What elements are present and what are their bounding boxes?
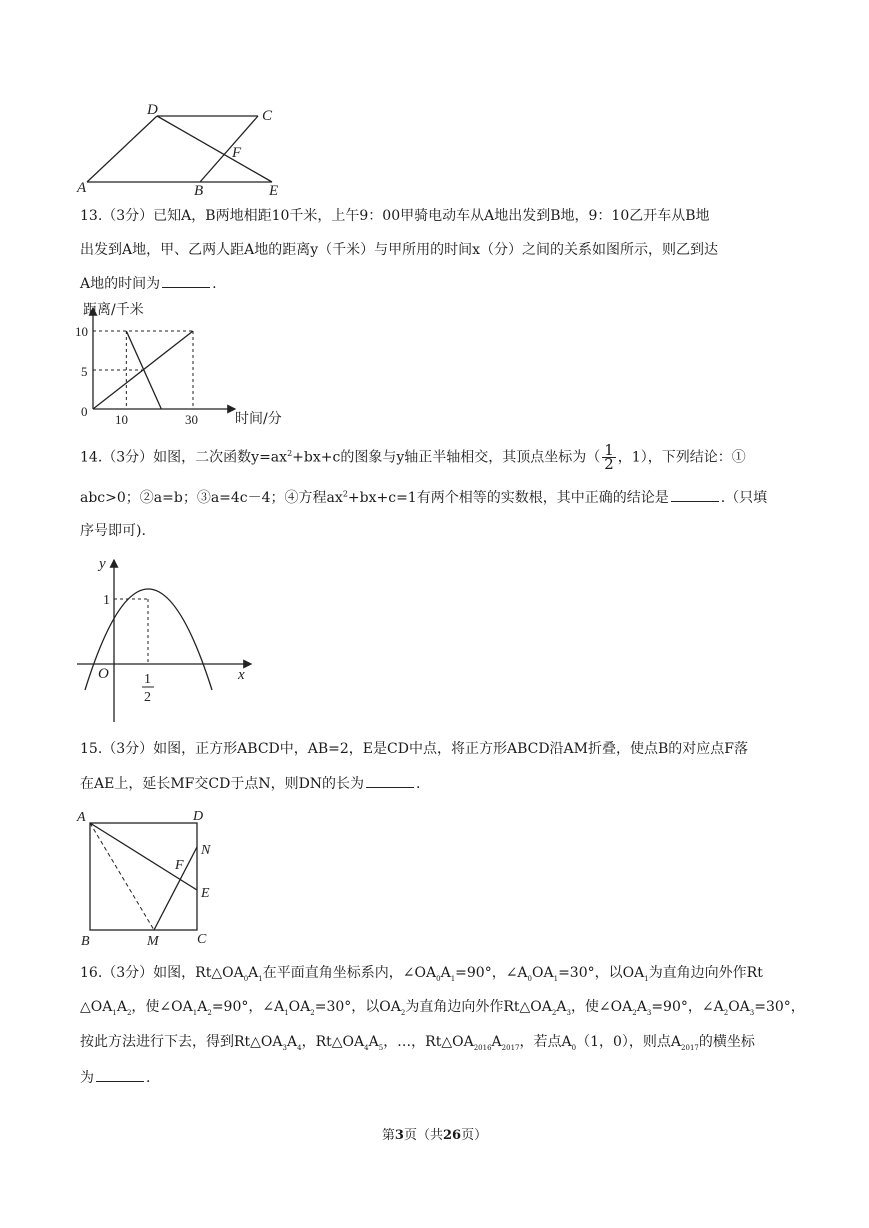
q14-l2c: .（只填 [720, 490, 768, 506]
fig12-label-a: A [77, 180, 87, 196]
chart13-xtick-10: 10 [115, 412, 128, 427]
fig14-parabola [75, 550, 265, 725]
fig14-half-den: 2 [144, 690, 151, 705]
q14-l1b: +bx+c的图象与y轴正半轴相交，其顶点坐标为（ [292, 449, 601, 466]
q16-line-4 [80, 1067, 150, 1088]
q14-answer-blank[interactable] [671, 487, 719, 502]
fig15-label-c: C [197, 932, 207, 947]
q15-line-1: 15.（3分）如图，正方形ABCD中，AB=2，E是CD中点，将正方形ABCD沿AM折叠，使点B的对应点F落 [80, 741, 748, 757]
fig12-label-c: C [262, 108, 273, 124]
page-number: 3 [394, 1128, 404, 1143]
chart13 [75, 298, 295, 428]
fig12-label-d: D [147, 102, 158, 118]
q16-line-1: 16.（3分）如图，$Rt\triangle OA_0A_1$在平面直角坐标系内，$\angle OA_0A_1=90^\circ$，$\angle A_0OA_1=30^\circ$，以$OA_1$为直角边向外作Rt [80, 965, 763, 983]
q13-line-2: 出发到A地，甲、乙两人距A地的距离y（千米）与甲所用的时间x（分）之间的关系如图所示，则乙到达 [80, 242, 719, 258]
chart13-xlabel: 时间/分 [235, 411, 282, 427]
page-total: 26 [442, 1128, 462, 1143]
fig15-label-e: E [201, 886, 210, 901]
q14-line-3: 序号即可). [80, 523, 146, 539]
fig15-label-f: F [175, 858, 184, 873]
q16-line-2: $\triangle OA_1A_2$，使$\angle OA_1A_2=90^\circ$，$\angle A_1OA_2=30^\circ$，以$OA_2$为直角边向外作$Rt\triangle OA_2A_3$，使$\angle OA_2A_3=90^\circ$，$\angle A_2OA_3=30^\circ$， [80, 999, 805, 1017]
chart13-ylabel: 距离/千米 [83, 302, 144, 318]
q13-line-1: 13.（3分）已知A，B两地相距10千米，上午9：00甲骑电动车从A地出发到B地，9：10乙开车从B地 [80, 208, 710, 224]
fig12-label-f: F [232, 145, 242, 161]
fig14-y-label: y [99, 556, 106, 572]
q14-fraction [602, 441, 616, 473]
fig12-geometry-diagram [75, 98, 295, 198]
q14-line-2 [80, 487, 767, 508]
fig14-one-label: 1 [103, 593, 110, 608]
q14-sup-2: 2 [342, 489, 348, 499]
q15-answer-blank[interactable] [366, 773, 414, 788]
fig14-half-num: 1 [144, 672, 151, 687]
fig14-x-label: x [238, 667, 245, 683]
fig12-label-b: B [194, 183, 204, 198]
fig12-label-e: E [269, 183, 279, 198]
fig14-origin-label: O [98, 666, 109, 682]
fig15-label-d: D [193, 809, 204, 824]
q14-sup-1: 2 [287, 448, 293, 458]
q14-l1a: 14.（3分）如图，二次函数y=ax [80, 449, 288, 466]
q13-line-3-text: A地的时间为 [80, 276, 161, 292]
q15-end: . [416, 776, 421, 792]
fig15-square [75, 803, 225, 948]
fig15-label-n: N [201, 843, 211, 858]
q16-l4: 为 [80, 1070, 94, 1086]
q15-line-2 [80, 773, 421, 794]
q14-l2b: +bx+c=1有两个相等的实数根，其中正确的结论是 [347, 490, 669, 506]
fig15-label-a: A [77, 810, 86, 825]
q14-l2a: abc>0；②a=b；③a=4c－4；④方程ax [80, 490, 343, 506]
q14-frac-den: 2 [604, 455, 614, 473]
chart13-xtick-30: 30 [185, 412, 198, 427]
chart13-ytick-5: 5 [81, 364, 88, 379]
page-footer: 第3页（共26页） [381, 1128, 488, 1143]
chart13-ytick-10: 10 [75, 324, 88, 339]
fig15-label-b: B [81, 934, 90, 948]
q15-line-2-text: 在AE上，延长MF交CD于点N，则DN的长为 [80, 776, 365, 792]
q13-end: . [212, 276, 217, 292]
q14-l1c: ，1），下列结论：① [617, 449, 746, 466]
q14-line-1 [80, 441, 746, 473]
chart13-ytick-0: 0 [81, 404, 88, 419]
q16-end: . [146, 1070, 151, 1086]
q13-answer-blank[interactable] [162, 273, 210, 288]
q16-line-3: 按此方法进行下去，得到$Rt\triangle OA_3A_4$，$Rt\triangle OA_4A_5$，…，$Rt\triangle OA_{2016}A_{2017}$，若点$A_0(1$，0），则点$A_{2017}$的横坐标 [80, 1034, 755, 1052]
q16-answer-blank[interactable] [96, 1067, 144, 1082]
fig15-label-m: M [147, 934, 159, 948]
q14-frac-num: 1 [604, 441, 614, 459]
q13-line-3 [80, 273, 217, 294]
